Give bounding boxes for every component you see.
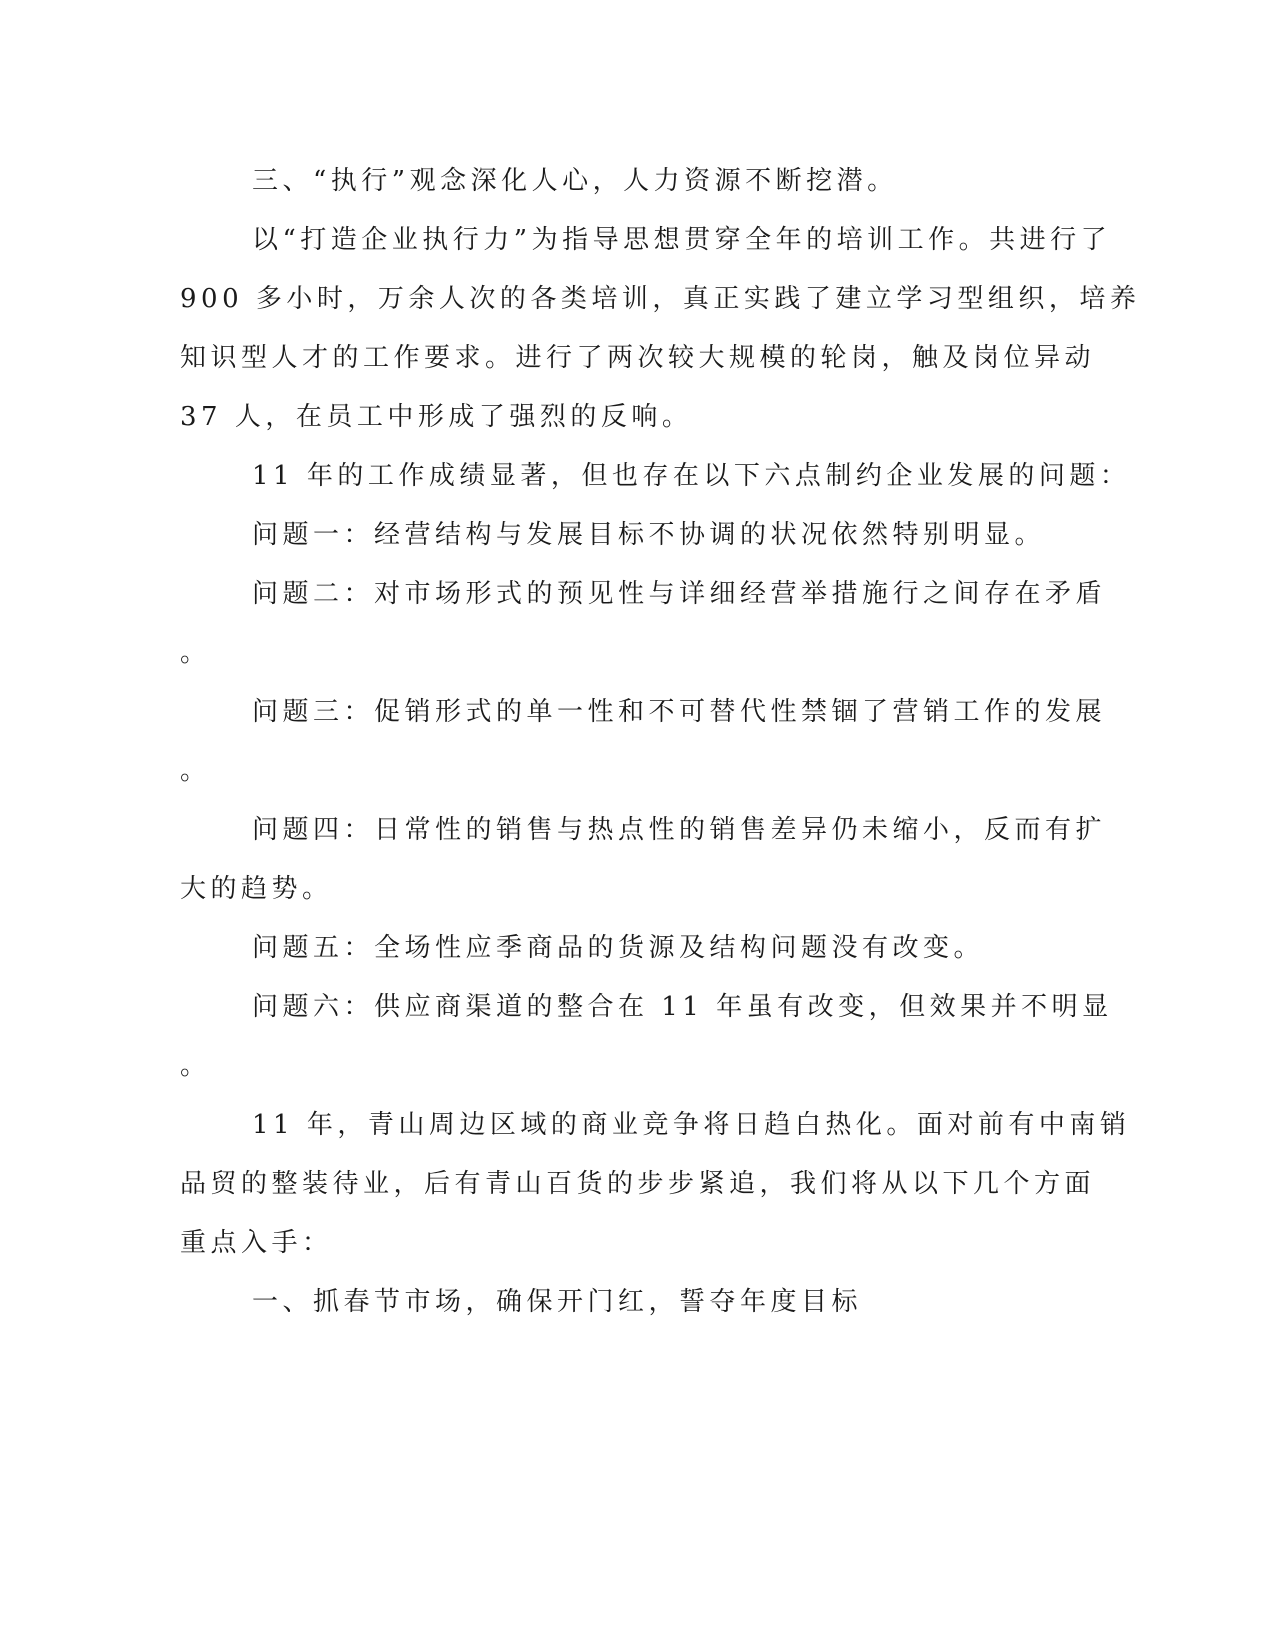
paragraph-line: 大的趋势。 (180, 874, 333, 904)
paragraph-line: 重点入手： (180, 1228, 333, 1258)
paragraph-line: 900 多小时，万余人次的各类培训，真正实践了建立学习型组织，培养 (180, 284, 1141, 314)
section-heading-execution: 三、“执行”观念深化人心，人力资源不断挖潜。 (252, 166, 898, 196)
problem-item-2: 问题二：对市场形式的预见性与详细经营举措施行之间存在矛盾 (252, 579, 1107, 609)
paragraph-line: 品贸的整装待业，后有青山百货的步步紧追，我们将从以下几个方面 (180, 1169, 1096, 1199)
paragraph-line: 11 年的工作成绩显著，但也存在以下六点制约企业发展的问题： (252, 461, 1131, 491)
paragraph-line: 37 人，在员工中形成了强烈的反响。 (180, 402, 693, 432)
problem-item-1: 问题一：经营结构与发展目标不协调的状况依然特别明显。 (252, 520, 1046, 550)
section-heading-spring-market: 一、抓春节市场，确保开门红，誓夺年度目标 (252, 1287, 863, 1317)
paragraph-line: 。 (180, 1051, 211, 1081)
paragraph-line: 11 年，青山周边区域的商业竞争将日趋白热化。面对前有中南销 (252, 1110, 1131, 1140)
paragraph-line: 知识型人才的工作要求。进行了两次较大规模的轮岗，触及岗位异动 (180, 343, 1096, 373)
problem-item-6: 问题六：供应商渠道的整合在 11 年虽有改变，但效果并不明显 (252, 992, 1113, 1022)
paragraph-line: 。 (180, 756, 211, 786)
problem-item-3: 问题三：促销形式的单一性和不可替代性禁锢了营销工作的发展 (252, 697, 1107, 727)
problem-item-5: 问题五：全场性应季商品的货源及结构问题没有改变。 (252, 933, 985, 963)
paragraph-line: 。 (180, 638, 211, 668)
problem-item-4: 问题四：日常性的销售与热点性的销售差异仍未缩小，反而有扩 (252, 815, 1107, 845)
paragraph-line: 以“打造企业执行力”为指导思想贯穿全年的培训工作。共进行了 (252, 225, 1112, 255)
